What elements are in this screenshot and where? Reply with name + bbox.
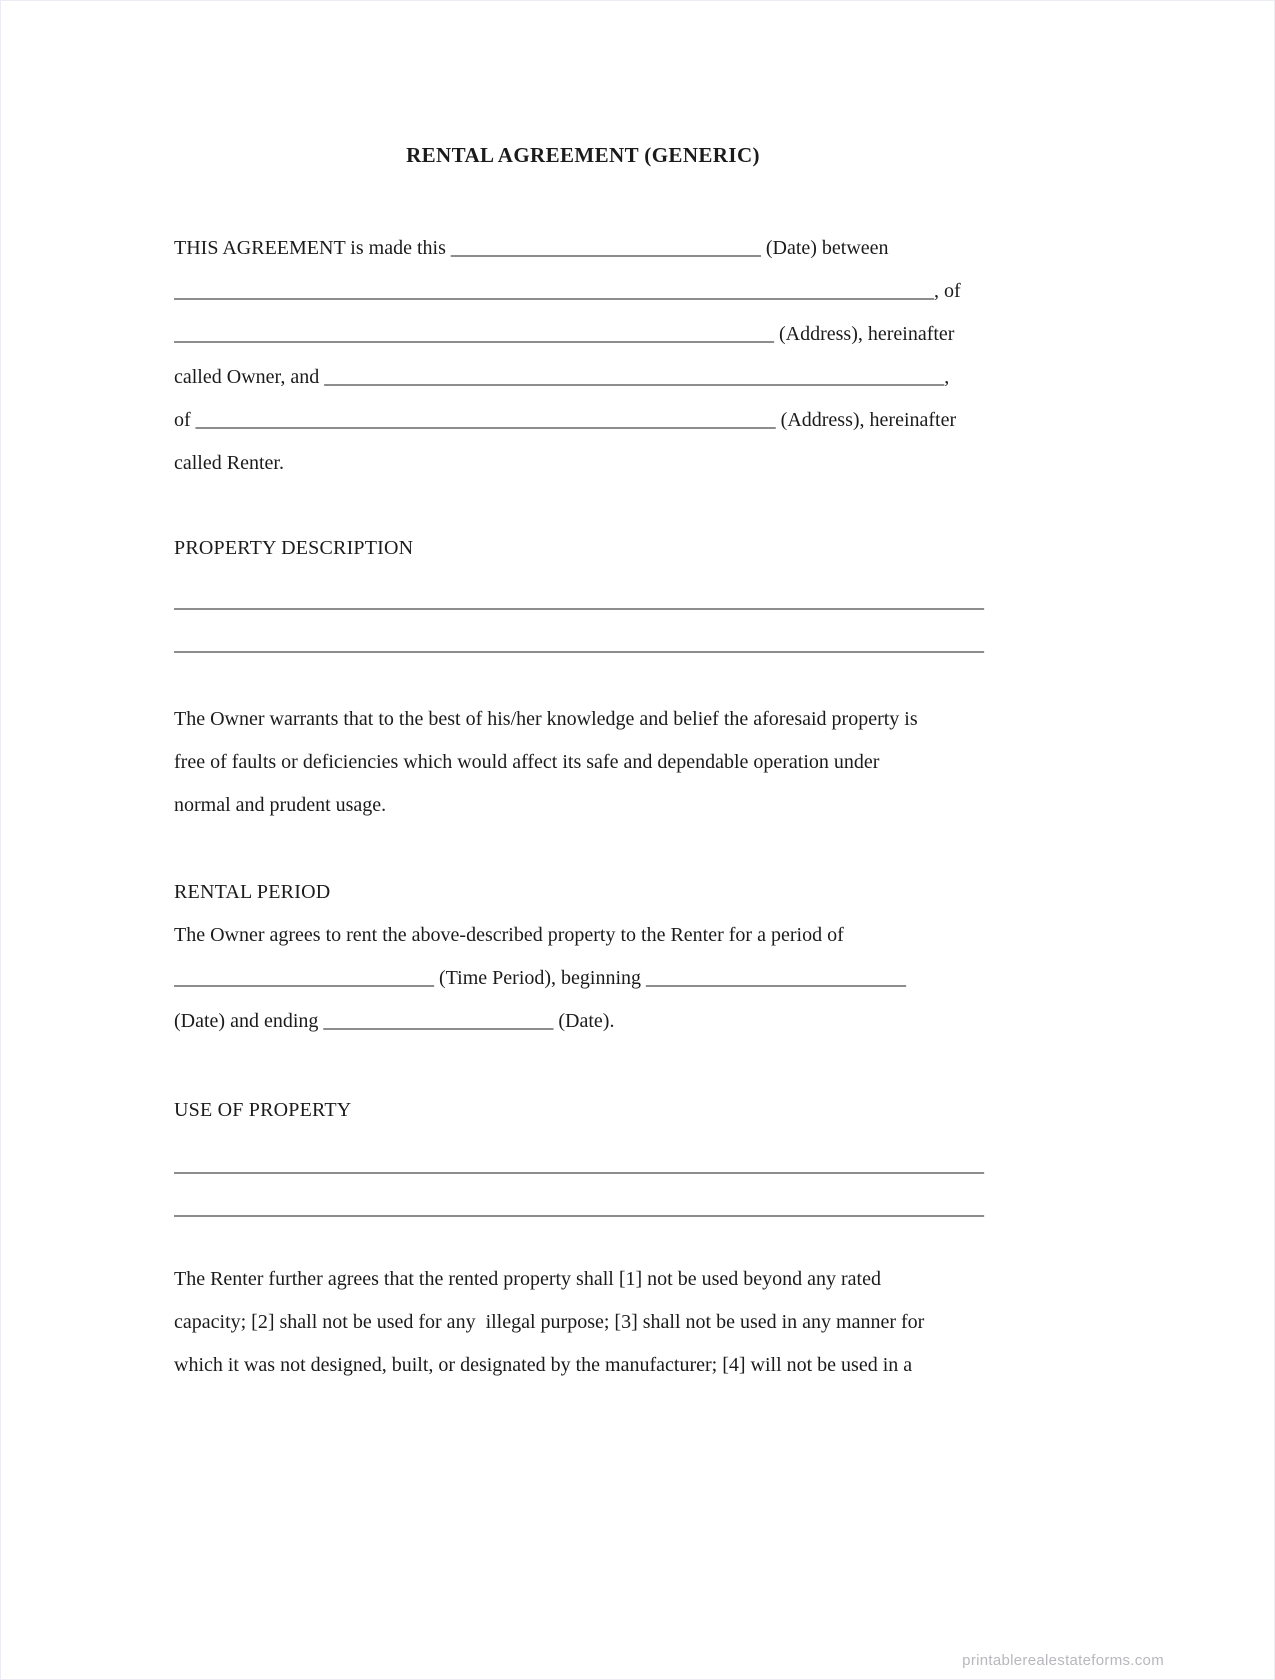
property-description-blanks — [174, 580, 992, 666]
warranty-line: normal and prudent usage. — [174, 794, 387, 816]
rental-period-line: The Owner agrees to rent the above-described property to the Renter for a period of — [174, 924, 844, 946]
intro-line: called Owner, and ______________________________________________________________, — [174, 366, 950, 388]
use-of-property-heading: USE OF PROPERTY — [174, 1099, 352, 1121]
document-content — [174, 1, 992, 1387]
intro-line: ____________________________________________________________ (Address), hereinafter — [174, 323, 955, 345]
intro-line: THIS AGREEMENT is made this _______________________________ (Date) between — [174, 237, 889, 259]
blank-fill-line: _________________________________________________________________________________ — [174, 590, 984, 612]
blank-fill-line: _________________________________________________________________________________ — [174, 633, 984, 655]
renter-terms-line: which it was not designed, built, or designated by the manufacturer; [4] will not be used in a — [174, 1354, 913, 1376]
intro-line: called Renter. — [174, 452, 284, 474]
intro-paragraph — [174, 227, 992, 485]
document-title: RENTAL AGREEMENT (GENERIC) — [406, 143, 760, 167]
renter-terms-line: The Renter further agrees that the rented property shall [1] not be used beyond any rated — [174, 1268, 881, 1290]
intro-line: ____________________________________________________________________________, of — [174, 280, 961, 302]
rental-period-line: (Date) and ending _______________________ (Date). — [174, 1010, 615, 1032]
rental-period-heading: RENTAL PERIOD — [174, 881, 331, 903]
warranty-paragraph — [174, 698, 992, 827]
renter-terms-paragraph — [174, 1258, 992, 1387]
use-of-property-blanks — [174, 1144, 992, 1230]
property-description-heading: PROPERTY DESCRIPTION — [174, 537, 414, 559]
warranty-line: The Owner warrants that to the best of his/her knowledge and belief the aforesaid property is — [174, 708, 918, 730]
warranty-line: free of faults or deficiencies which would affect its safe and dependable operation under — [174, 751, 880, 773]
blank-fill-line: _________________________________________________________________________________ — [174, 1154, 984, 1176]
intro-line: of __________________________________________________________ (Address), hereinafter — [174, 409, 957, 431]
renter-terms-line: capacity; [2] shall not be used for any illegal purpose; [3] shall not be used in any manner for — [174, 1311, 925, 1333]
footer-watermark: printablerealestateforms.com — [962, 1652, 1164, 1669]
rental-period-line: __________________________ (Time Period), beginning __________________________ — [174, 967, 907, 989]
blank-fill-line: _________________________________________________________________________________ — [174, 1197, 984, 1219]
rental-period-paragraph — [174, 914, 992, 1043]
